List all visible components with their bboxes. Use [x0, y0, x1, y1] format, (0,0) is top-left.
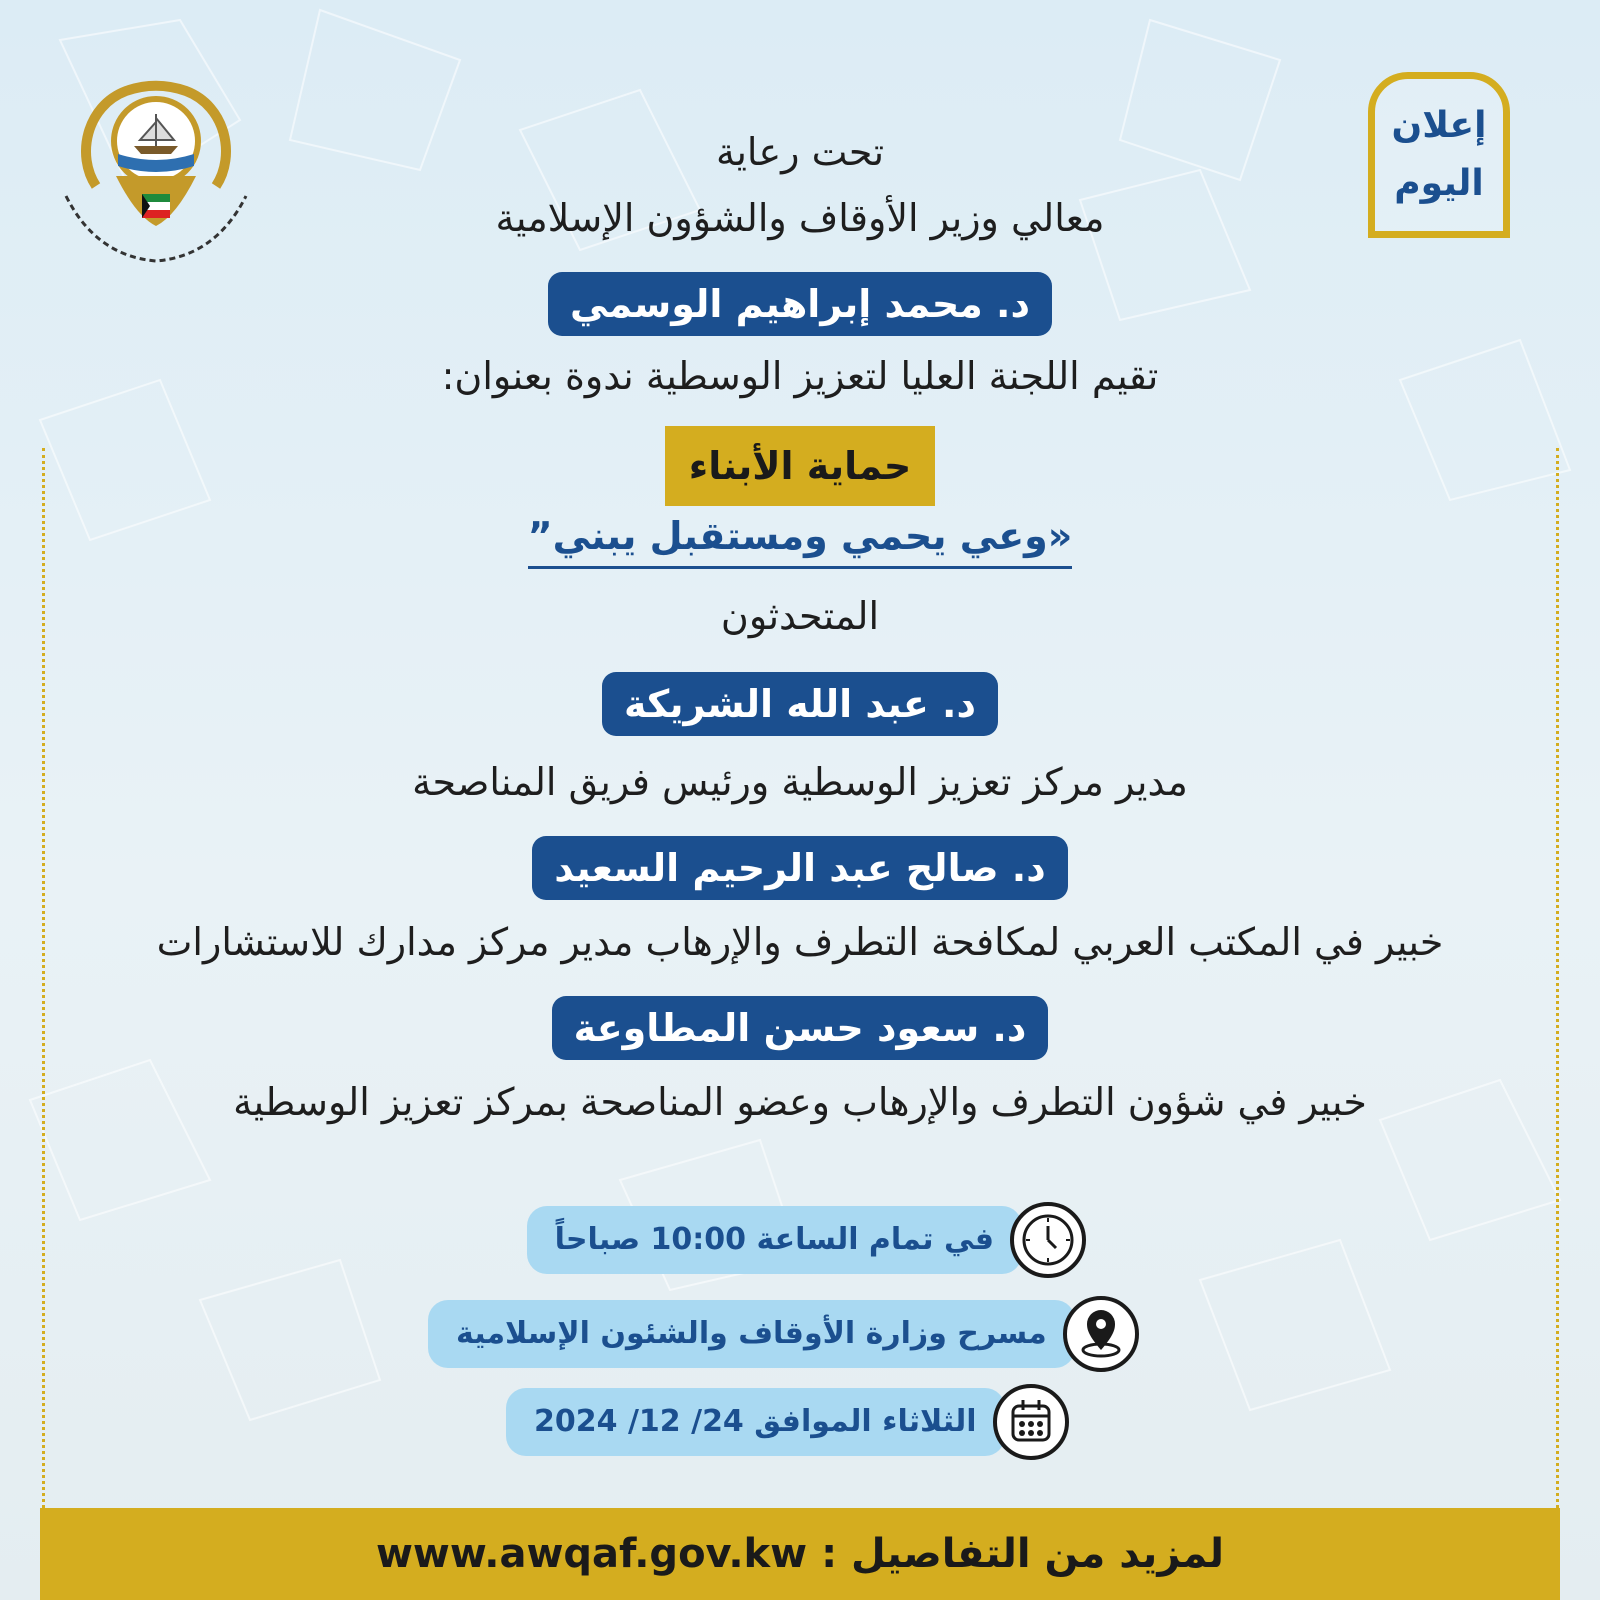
event-location: مسرح وزارة الأوقاف والشئون الإسلامية: [428, 1300, 1075, 1368]
minister-name: د. محمد إبراهيم الوسمي: [548, 272, 1052, 336]
speaker-1-wrap: [0, 672, 1600, 736]
speakers-heading: المتحدثون: [720, 594, 880, 638]
footer-label: لمزيد من التفاصيل :: [821, 1531, 1225, 1577]
seminar-subtitle-wrap: [0, 514, 1600, 569]
speaker-3-wrap: [0, 996, 1600, 1060]
seminar-intro: تقيم اللجنة العليا لتعزيز الوسطية ندوة بعنوان:: [441, 354, 1159, 398]
speaker-3-name: د. سعود حسن المطاوعة: [552, 996, 1049, 1060]
date-row: [506, 1384, 1069, 1460]
seminar-title: حماية الأبناء: [665, 426, 935, 506]
speaker-2-wrap: [0, 836, 1600, 900]
badge-line-2: اليوم: [1394, 163, 1484, 204]
calendar-icon: [993, 1384, 1069, 1460]
footer-bar: [40, 1508, 1560, 1600]
location-pin-icon: [1063, 1296, 1139, 1372]
speaker-1-name: د. عبد الله الشريكة: [602, 672, 998, 736]
speaker-2-name: د. صالح عبد الرحيم السعيد: [532, 836, 1067, 900]
speaker-3-role: خبير في شؤون التطرف والإرهاب وعضو المناصحة بمركز تعزيز الوسطية: [233, 1080, 1367, 1124]
seminar-subtitle: «وعي يحمي ومستقبل يبني”: [528, 514, 1073, 569]
event-time: في تمام الساعة 10:00 صباحاً: [527, 1206, 1022, 1274]
website-link[interactable]: www.awqaf.gov.kw: [375, 1531, 808, 1577]
event-date: الثلاثاء الموافق 24/ 12/ 2024: [506, 1388, 1005, 1456]
clock-icon: [1010, 1202, 1086, 1278]
speaker-1-role: مدير مركز تعزيز الوسطية ورئيس فريق المناصحة: [412, 760, 1188, 804]
minister-name-wrap: [0, 272, 1600, 336]
badge-line-1: إعلان: [1391, 105, 1487, 146]
patronage-line-1: تحت رعاية: [715, 130, 885, 174]
time-row: [500, 1202, 1086, 1278]
patronage-line-2: معالي وزير الأوقاف والشؤون الإسلامية: [495, 196, 1105, 240]
speaker-2-role: خبير في المكتب العربي لمكافحة التطرف والإرهاب مدير مركز مدارك للاستشارات: [156, 920, 1444, 964]
seminar-title-wrap: [0, 426, 1600, 506]
location-row: [428, 1296, 1139, 1372]
